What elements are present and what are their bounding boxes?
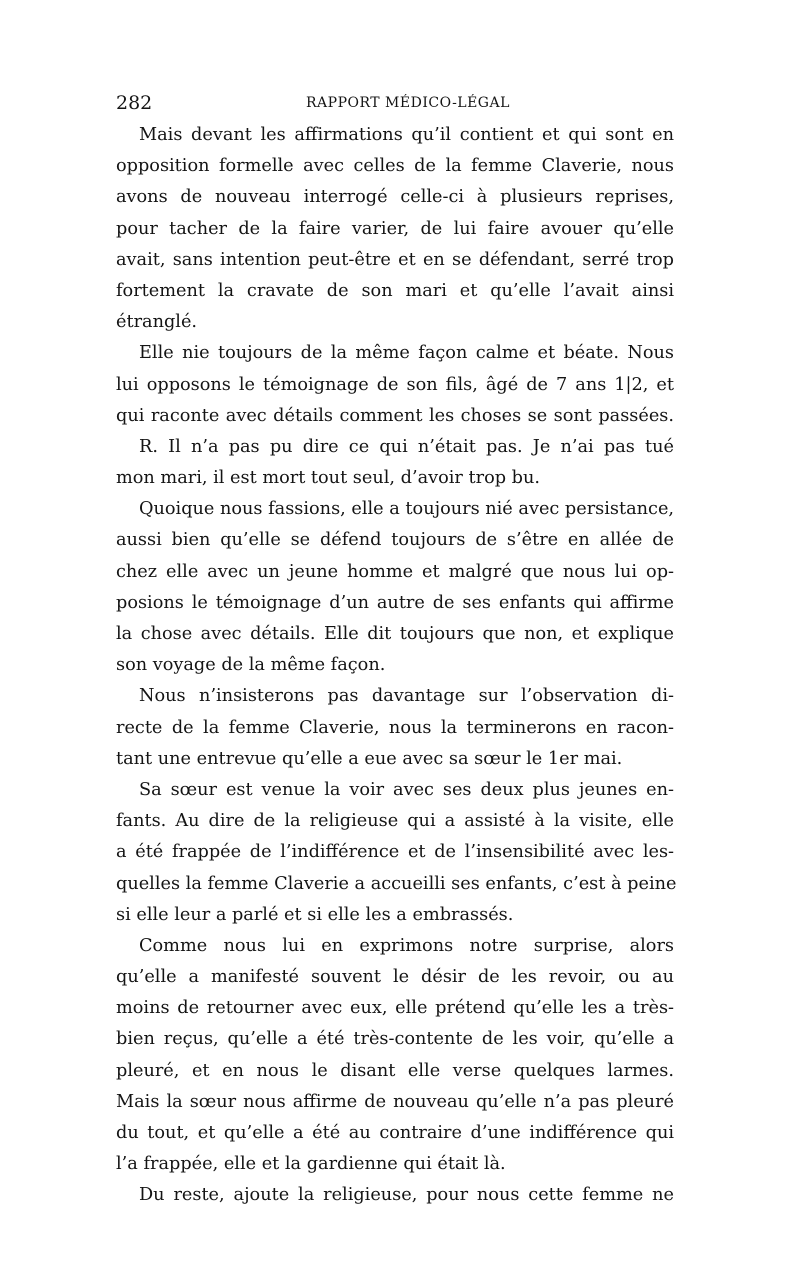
- text-line: la chose avec détails. Elle dit toujours que non, et explique: [116, 624, 674, 644]
- text-line: qu’elle a manifesté souvent le désir de les revoir, ou au: [116, 967, 674, 988]
- text-line: Elle nie toujours de la même façon calme et béate. Nous: [139, 343, 674, 364]
- text-line: avons de nouveau interrogé celle-ci à plusieurs reprises,: [116, 187, 674, 208]
- text-line: bien reçus, qu’elle a été très-contente de les voir, qu’elle a: [116, 1029, 674, 1050]
- text-line: quelles la femme Claverie a accueilli ses enfants, c’est à peine: [116, 873, 677, 894]
- text-line: qui raconte avec détails comment les choses se sont passées.: [116, 405, 674, 426]
- text-line: chez elle avec un jeune homme et malgré que nous lui op-: [116, 561, 674, 582]
- text-line: du tout, et qu’elle a été au contraire d’une indifférence qui: [116, 1123, 674, 1143]
- text-line: Mais la sœur nous affirme de nouveau qu’elle n’a pas pleuré: [116, 1091, 674, 1112]
- text-line: pour tacher de la faire varier, de lui faire avouer qu’elle: [116, 218, 674, 239]
- text-line: tant une entrevue qu’elle a eue avec sa sœur le 1er mai.: [116, 748, 623, 769]
- text-line: mon mari, il est mort tout seul, d’avoir trop bu.: [116, 468, 540, 489]
- text-line: a été frappée de l’indifférence et de l’insensibilité avec les-: [116, 842, 674, 863]
- text-line: si elle leur a parlé et si elle les a embrassés.: [116, 904, 514, 925]
- text-line: fortement la cravate de son mari et qu’elle l’avait ainsi: [116, 280, 674, 301]
- text-line: Comme nous lui en exprimons notre surprise, alors: [139, 935, 674, 956]
- text-line: lui opposons le témoignage de son fils, âgé de 7 ans 1|2, et: [116, 374, 674, 395]
- text-line: moins de retourner avec eux, elle prétend qu’elle les a très-: [116, 998, 674, 1019]
- text-line: l’a frappée, elle et la gardienne qui était là.: [116, 1154, 506, 1175]
- running-title: RAPPORT MÉDICO-LÉGAL: [306, 95, 510, 111]
- text-line: posions le témoignage d’un autre de ses enfants qui affirme: [116, 592, 674, 613]
- body-text: [116, 120, 677, 1212]
- text-line: recte de la femme Claverie, nous la terminerons en racon-: [116, 717, 674, 738]
- text-line: fants. Au dire de la religieuse qui a assisté à la visite, elle: [116, 811, 674, 832]
- text-line: R. Il n’a pas pu dire ce qui n’était pas. Je n’ai pas tué: [139, 436, 674, 457]
- text-line: étranglé.: [116, 312, 198, 333]
- text-line: Du reste, ajoute la religieuse, pour nous cette femme ne: [139, 1185, 674, 1206]
- page-number: 282: [116, 92, 153, 114]
- text-line: aussi bien qu’elle se défend toujours de s’être en allée de: [116, 530, 674, 551]
- text-line: avait, sans intention peut-être et en se défendant, serré trop: [116, 249, 674, 270]
- text-line: Quoique nous fassions, elle a toujours nié avec persistance,: [139, 499, 675, 520]
- text-line: Nous n’insisterons pas davantage sur l’observation di-: [139, 686, 674, 707]
- running-head: [116, 92, 676, 116]
- text-line: Sa sœur est venue la voir avec ses deux plus jeunes en-: [139, 779, 674, 800]
- text-line: pleuré, et en nous le disant elle verse quelques larmes.: [116, 1060, 674, 1081]
- text-line: son voyage de la même façon.: [116, 655, 386, 676]
- text-line: opposition formelle avec celles de la femme Claverie, nous: [116, 156, 674, 177]
- text-line: Mais devant les affirmations qu’il contient et qui sont en: [139, 125, 674, 145]
